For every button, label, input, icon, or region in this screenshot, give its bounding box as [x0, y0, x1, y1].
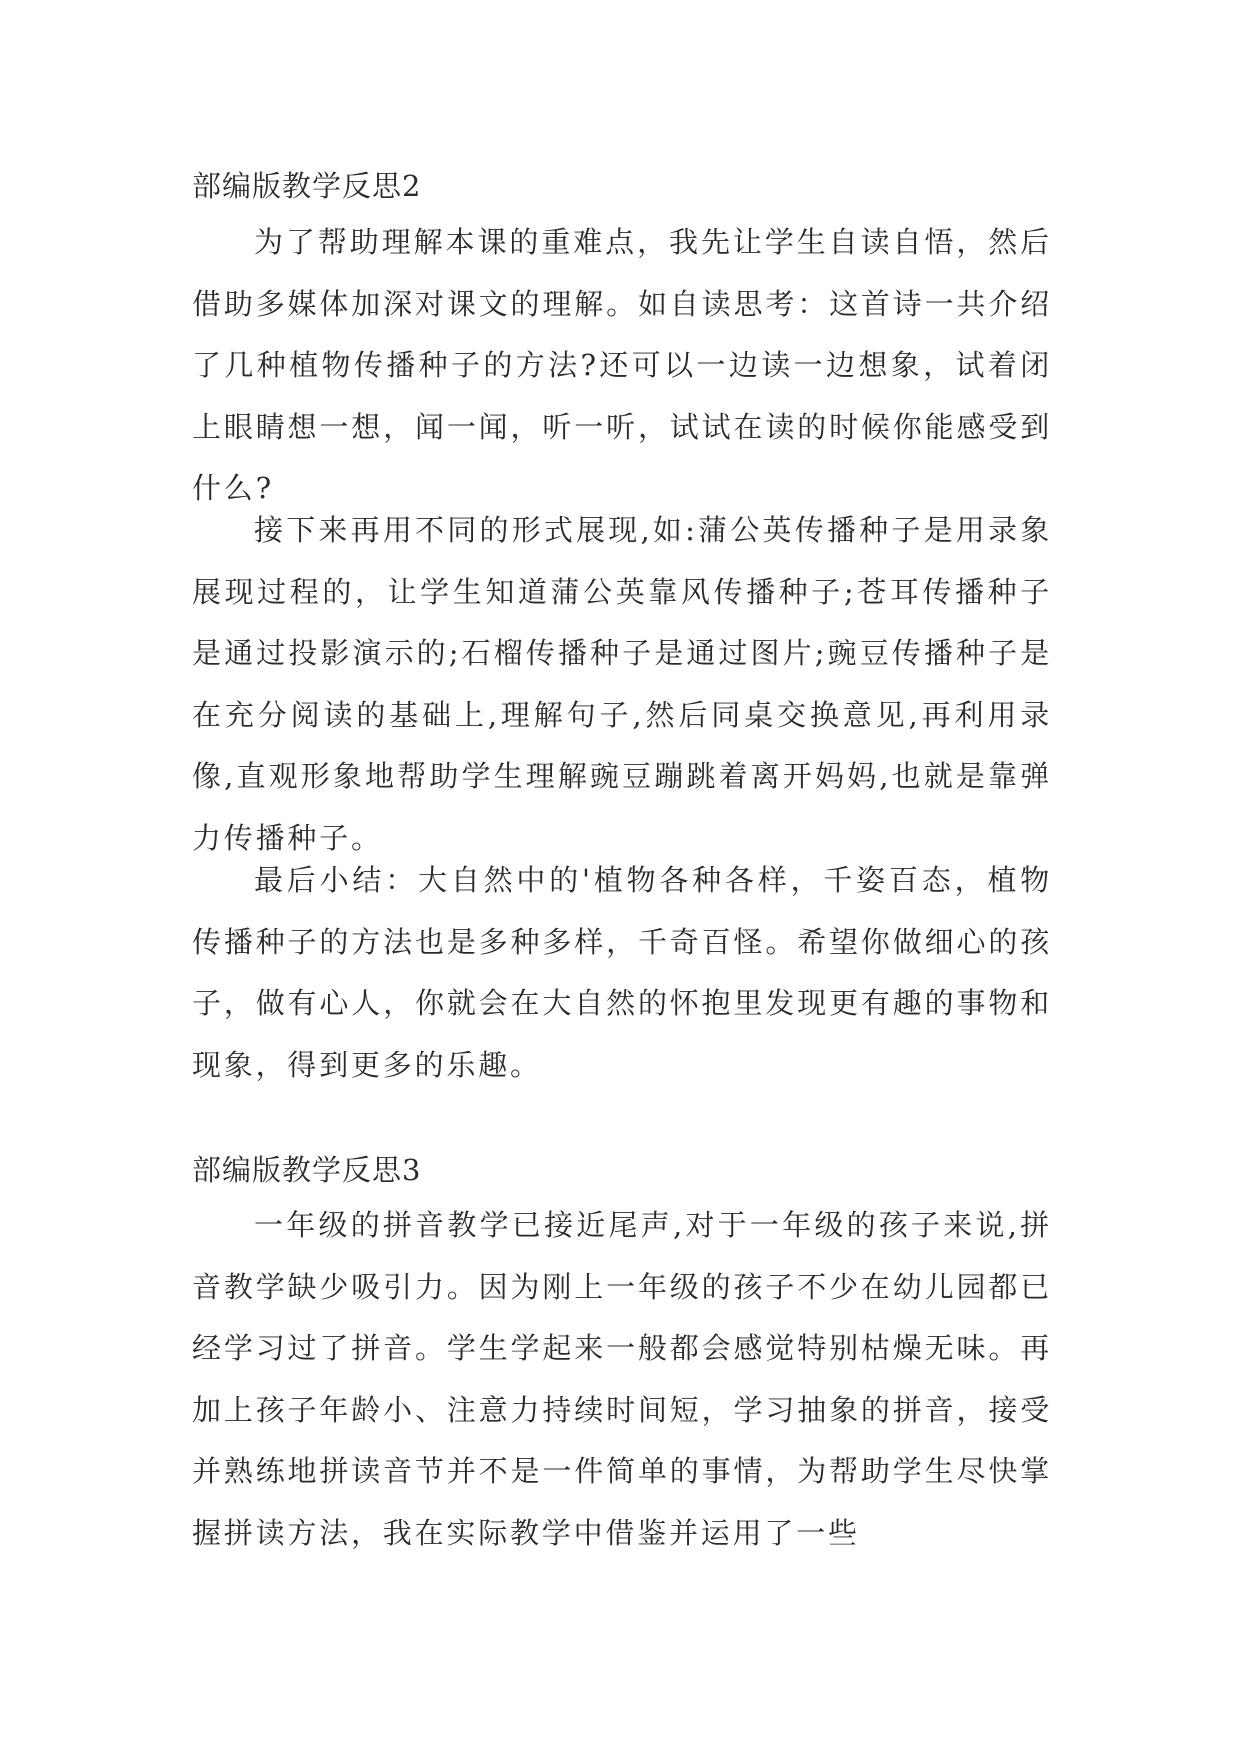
paragraph-summary: 最后小结：大自然中的'植物各种各样，千姿百态，植物传播种子的方法也是多种多样，千奇百怪。希望你做细心的孩子，做有心人，你就会在大自然的怀抱里发现更有趣的事物和现象，得到更多的乐趣。: [192, 863, 1052, 1082]
paragraph-presentation-forms: 接下来再用不同的形式展现,如:蒲公英传播种子是用录象展现过程的，让学生知道蒲公英靠风传播种子;苍耳传播种子是通过投影演示的;石榴传播种子是通过图片;豌豆传播种子是在充分阅读的基础上,理解句子,然后同桌交换意见,再利用录像,直观形象地帮助学生理解豌豆蹦跳着离开妈妈,也就是靠弹力传播种子。: [192, 513, 1052, 855]
section-heading-reflection-2: 部编版教学反思2: [192, 169, 422, 203]
section-heading-reflection-3: 部编版教学反思3: [192, 1153, 422, 1187]
paragraph-reading-approach: 为了帮助理解本课的重难点，我先让学生自读自悟，然后借助多媒体加深对课文的理解。如自读思考：这首诗一共介绍了几种植物传播种子的方法?还可以一边读一边想象，试着闭上眼睛想一想，闻一闻，听一听，试试在读的时候你能感受到什么?: [192, 225, 1052, 505]
paragraph-pinyin-teaching: 一年级的拼音教学已接近尾声,对于一年级的孩子来说,拼音教学缺少吸引力。因为刚上一年级的孩子不少在幼儿园都已经学习过了拼音。学生学起来一般都会感觉特别枯燥无味。再加上孩子年龄小、注意力持续时间短，学习抽象的拼音，接受并熟练地拼读音节并不是一件简单的事情，为帮助学生尽快掌握拼读方法，我在实际教学中借鉴并运用了一些: [192, 1208, 1052, 1550]
